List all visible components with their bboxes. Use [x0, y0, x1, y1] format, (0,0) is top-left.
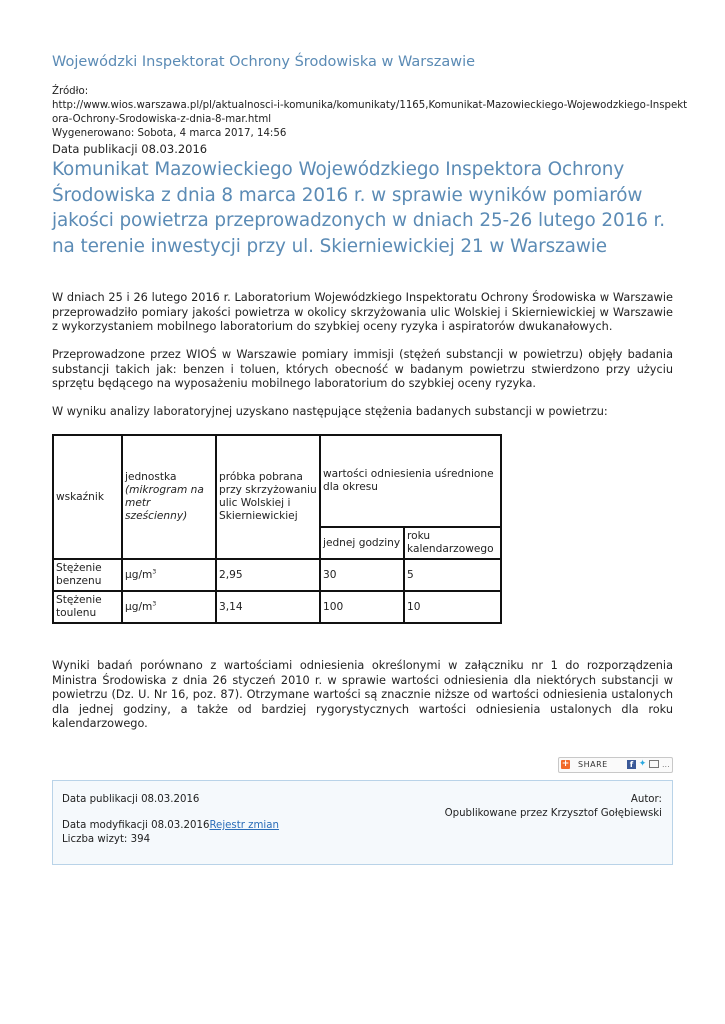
- header-unit-note: (mikrogram na metr sześcienny): [125, 484, 204, 522]
- header-reference: wartości odniesienia uśrednione dla okresu: [320, 435, 501, 527]
- article-footer: [52, 780, 673, 865]
- header-unit-label: jednostka: [125, 471, 177, 483]
- results-table: [52, 434, 502, 624]
- share-plus-icon: +: [561, 759, 570, 769]
- row-year: 5: [404, 559, 501, 591]
- row-hour: 30: [320, 559, 404, 591]
- footer-published-by: Opublikowane przez Krzysztof Gołębiewski: [444, 808, 662, 819]
- table-row: [53, 559, 501, 591]
- header-indicator: wskaźnik: [53, 435, 122, 559]
- generated-timestamp: Wygenerowano: Sobota, 4 marca 2017, 14:56: [52, 128, 287, 139]
- source-url-line-1: http://www.wios.warszawa.pl/pl/aktualnosci-i-komunika/komunikaty/1165,Komunikat-Mazowieckiego-Wojewodzkiego-Inspekt: [52, 100, 688, 111]
- row-hour: 100: [320, 591, 404, 623]
- footer-publication-date: Data publikacji 08.03.2016: [62, 794, 200, 805]
- header-hour: jednej godziny: [320, 527, 404, 559]
- share-label: SHARE: [578, 760, 608, 769]
- twitter-icon: ✦: [638, 759, 647, 769]
- email-icon: [649, 760, 659, 768]
- page-title: Komunikat Mazowieckiego Wojewódzkiego Inspektora Ochrony Środowiska z dnia 8 marca 2016 r. w sprawie wyników pomiarów jakości powietrza przeprowadzonych w dniach 25-26 lutego 2016 r. na terenie inwestycji przy ul. Skierniewickiej 21 w Warszawie: [52, 159, 666, 257]
- row-unit: $\mu g/m^3$: [122, 559, 216, 591]
- paragraph-2: Przeprowadzone przez WIOŚ w Warszawie pomiary immisji (stężeń substancji w powietrzu) objęły badania substancji takich jak: benzen i toluen, których obecność w badanym powietrzu stwierdzono przy użyciu sprzętu będącego na wyposażeniu mobilnego laboratorium do szybkiej oceny ryzyka.: [52, 348, 673, 390]
- table-row: [53, 591, 501, 623]
- row-sample: 2,95: [216, 559, 320, 591]
- footer-modified-date: Data modyfikacji 08.03.2016: [62, 820, 210, 831]
- row-indicator: Stężenie toulenu: [53, 591, 122, 623]
- paragraph-3: W wyniku analizy laboratoryjnej uzyskano następujące stężenia badanych substancji w powietrzu:: [52, 405, 608, 418]
- paragraph-4: Wyniki badań porównano z wartościami odniesienia określonymi w załączniku nr 1 do rozporządzenia Ministra Środowiska z dnia 26 styczeń 2010 r. w sprawie wartości odniesienia dla niektórych substancji w powietrzu (Dz. U. Nr 16, poz. 87). Otrzymane wartości są znacznie niższe od wartości odniesienia ustalonych dla jednej godziny, a także od bardziej rygorystycznych wartości odniesienia ustalonych dla roku kalendarzowego.: [52, 659, 673, 730]
- share-button[interactable]: [558, 757, 673, 773]
- facebook-icon: f: [627, 760, 636, 769]
- header-year: roku kalendarzowego: [404, 527, 501, 559]
- more-icon: ...: [662, 760, 670, 769]
- site-title: Wojewódzki Inspektorat Ochrony Środowiska w Warszawie: [52, 54, 476, 70]
- paragraph-1: W dniach 25 i 26 lutego 2016 r. Laboratorium Wojewódzkiego Inspektoratu Ochrony Środowiska w Warszawie przeprowadziło pomiary jakości powietrza w okolicy skrzyżowania ulic Wolskiej i Skierniewickiej w Warszawie z wykorzystaniem mobilnego laboratorium do szybkiej oceny ryzyka i aspiratorów dwukanałowych.: [52, 291, 673, 333]
- footer-author-label: Autor:: [630, 794, 662, 805]
- row-indicator: Stężenie benzenu: [53, 559, 122, 591]
- header-sample: próbka pobrana przy skrzyżowaniu ulic Wolskiej i Skierniewickiej: [216, 435, 320, 559]
- footer-visits: Liczba wizyt: 394: [62, 834, 151, 845]
- source-meta: [52, 85, 688, 141]
- publication-date: Data publikacji 08.03.2016: [52, 142, 208, 156]
- changes-register-link[interactable]: Rejestr zmian: [209, 820, 279, 831]
- row-unit: $\mu g/m^3$: [122, 591, 216, 623]
- footer-modified: [62, 819, 279, 832]
- row-year: 10: [404, 591, 501, 623]
- source-url-line-2: ora-Ochrony-Srodowiska-z-dnia-8-mar.html: [52, 114, 272, 125]
- source-label: Źródło:: [52, 86, 89, 97]
- header-unit: [122, 435, 216, 559]
- row-sample: 3,14: [216, 591, 320, 623]
